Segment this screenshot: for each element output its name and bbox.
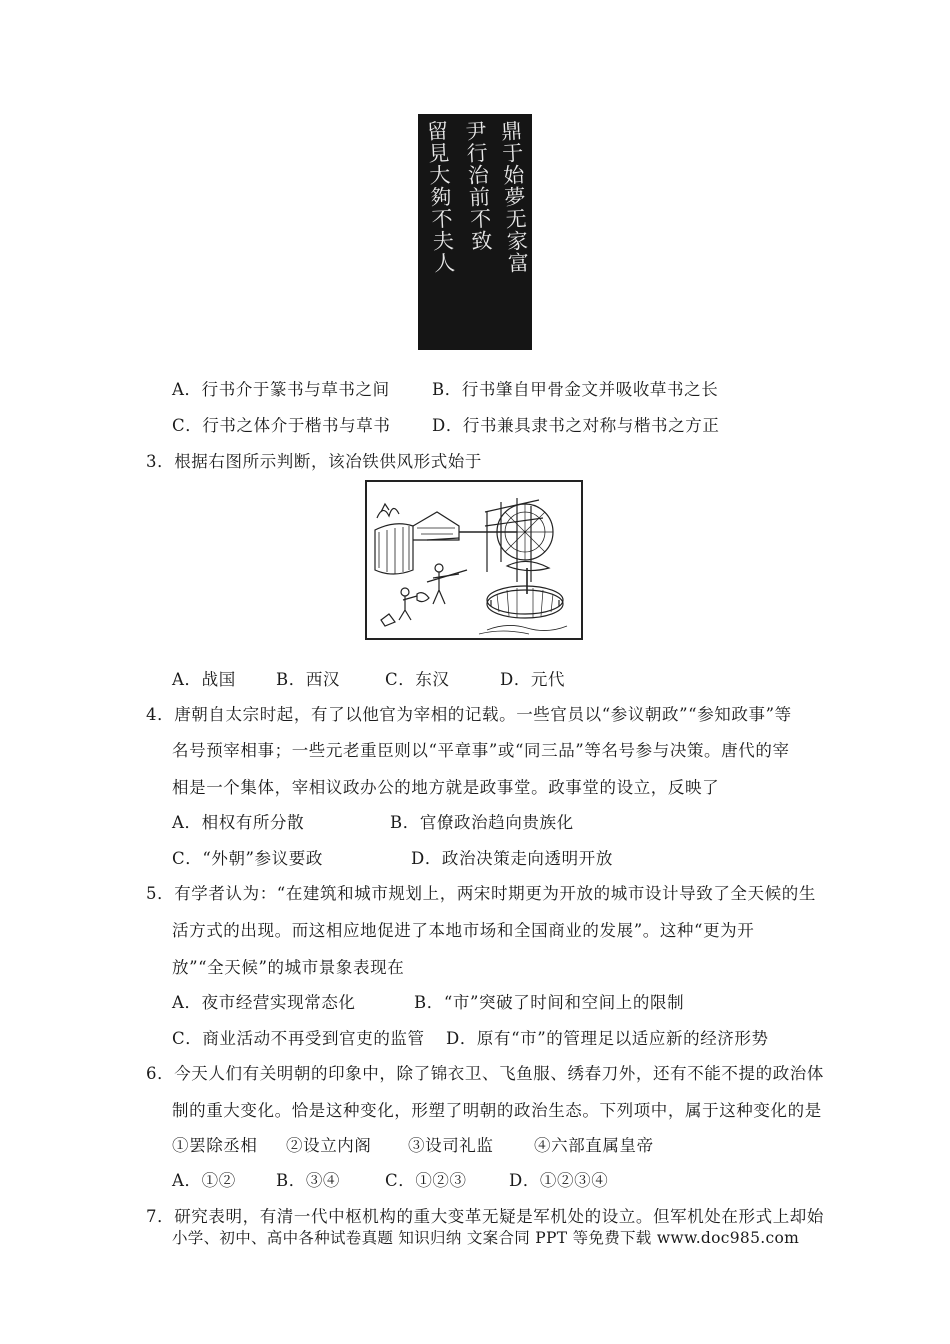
q6-option-d: D．①②③④ <box>509 1171 609 1190</box>
rubbing-column: 尹行治前不致 <box>462 119 494 253</box>
illustration-drawing <box>367 482 581 638</box>
q6-stem-line-2: 制的重大变化。恰是这种变化，形塑了明朝的政治生态。下列项中，属于这种变化的是 <box>172 1101 822 1120</box>
q2-option-d: D．行书兼具隶书之对称与楷书之方正 <box>432 416 720 435</box>
q6-item-3: ③设司礼监 <box>408 1136 494 1155</box>
q3-option-b: B．西汉 <box>276 670 341 689</box>
q5-option-b: B．“市”突破了时间和空间上的限制 <box>414 993 685 1012</box>
q4-option-a: A．相权有所分散 <box>172 813 305 832</box>
q4-option-c: C．“外朝”参议要政 <box>172 849 323 868</box>
q4-option-b: B．官僚政治趋向贵族化 <box>390 813 574 832</box>
q5-stem-line-2: 活方式的出现。而这相应地促进了本地市场和全国商业的发展”。这种“更为开 <box>172 921 755 940</box>
q6-item-4: ④六部直属皇帝 <box>534 1136 654 1155</box>
calligraphy-rubbing-image <box>418 114 532 350</box>
q6-option-b: B．③④ <box>276 1171 341 1190</box>
q2-option-c: C．行书之体介于楷书与草书 <box>172 416 391 435</box>
q3-option-c: C．东汉 <box>385 670 450 689</box>
q4-stem-line-2: 名号预宰相事；一些元老重臣则以“平章事”或“同三品”等名号参与决策。唐代的宰 <box>172 741 790 760</box>
q2-option-a: A．行书介于篆书与草书之间 <box>172 380 390 399</box>
q2-option-b: B．行书肇自甲骨金文并吸收草书之长 <box>432 380 719 399</box>
q3-stem: 3．根据右图所示判断，该冶铁供风形式始于 <box>146 452 482 471</box>
q4-option-d: D．政治决策走向透明开放 <box>411 849 613 868</box>
q6-option-c: C．①②③ <box>385 1171 467 1190</box>
q5-stem-line-3: 放”“全天候”的城市景象表现在 <box>172 958 405 977</box>
rubbing-column: 留見大夠不夫人 <box>423 119 457 275</box>
rubbing-column: 鼎于始夢无家富 <box>497 119 531 275</box>
q6-item-2: ②设立内阁 <box>286 1136 372 1155</box>
q7-stem-line-1: 7．研究表明，有清一代中枢机构的重大变革无疑是军机处的设立。但军机处在形式上却始 <box>146 1207 824 1226</box>
q5-option-c: C．商业活动不再受到官吏的监管 <box>172 1029 425 1048</box>
q3-option-a: A．战国 <box>172 670 236 689</box>
q6-stem-line-1: 6．今天人们有关明朝的印象中，除了锦衣卫、飞鱼服、绣春刀外，还有不能不提的政治体 <box>146 1064 824 1083</box>
page-footer: 小学、初中、高中各种试卷真题 知识归纳 文案合同 PPT 等免费下载 www.doc985.com <box>172 1229 800 1247</box>
q6-item-1: ①罢除丞相 <box>172 1136 258 1155</box>
q4-stem-line-3: 相是一个集体，宰相议政办公的地方就是政事堂。政事堂的设立，反映了 <box>172 778 720 797</box>
q5-stem-line-1: 5．有学者认为：“在建筑和城市规划上，两宋时期更为开放的城市设计导致了全天候的生 <box>146 884 816 903</box>
q4-stem-line-1: 4．唐朝自太宗时起，有了以他官为宰相的记载。一些官员以“参议朝政”“参知政事”等 <box>146 705 792 724</box>
q5-option-d: D．原有“市”的管理足以适应新的经济形势 <box>446 1029 769 1048</box>
waterwheel-bellows-illustration <box>365 480 583 640</box>
q5-option-a: A．夜市经营实现常态化 <box>172 993 356 1012</box>
q6-option-a: A．①② <box>172 1171 236 1190</box>
q3-option-d: D．元代 <box>500 670 566 689</box>
